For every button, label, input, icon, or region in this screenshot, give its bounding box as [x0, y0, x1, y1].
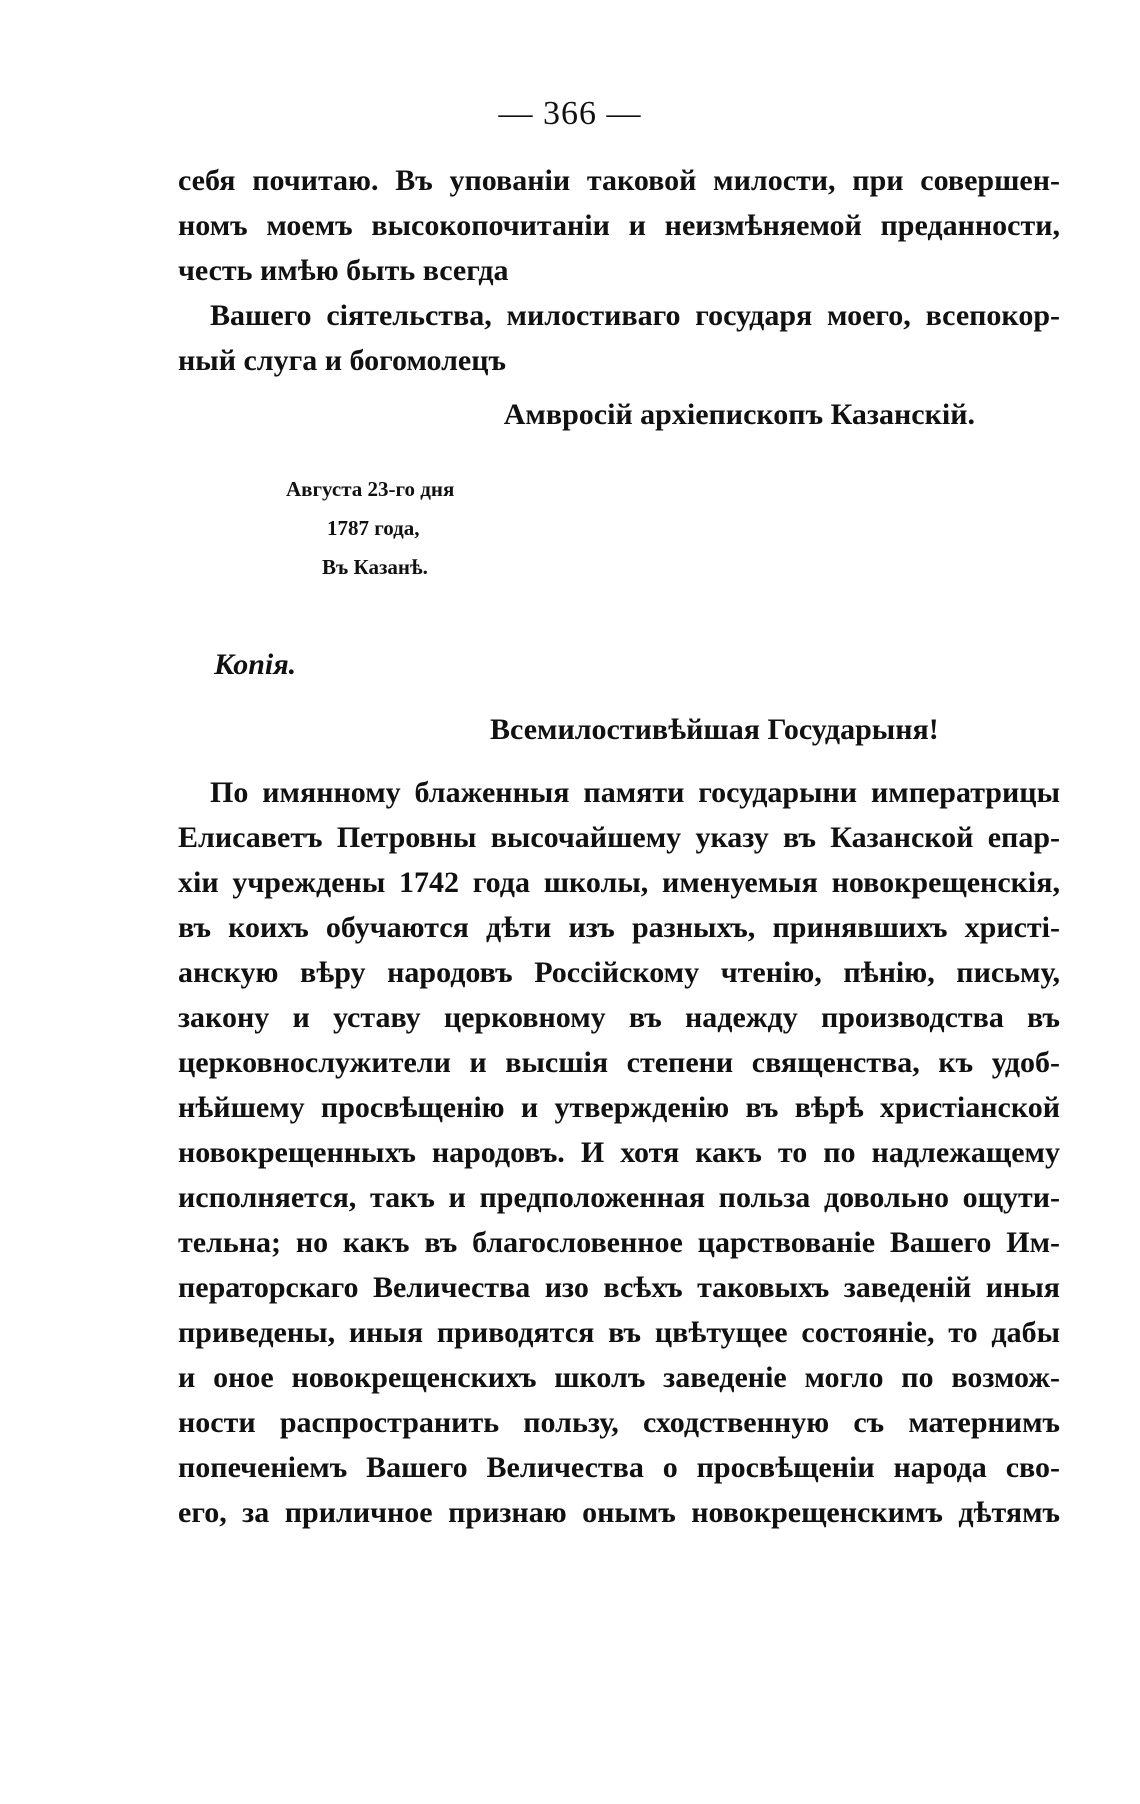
petition-paragraph [178, 770, 1060, 1535]
date-line: Августа 23-го дня [286, 477, 455, 501]
copy-label: Копія. [214, 648, 297, 681]
text-line: приведены, иныя приводятся въ цвѣтущее состояніе, то дабы [178, 1316, 1060, 1349]
text-line: номъ моемъ высокопочитаніи и неизмѣняемой преданности, [178, 209, 1060, 242]
text-line: Вашего сіятельства, милостиваго государя моего, всепокор- [210, 299, 1060, 332]
text-line: попеченіемъ Вашего Величества о просвѣщеніи народа сво- [178, 1451, 1060, 1484]
text-line: анскую вѣру народовъ Россійскому чтенію, пѣнію, письму, [178, 956, 1060, 989]
text-line: въ коихъ обучаются дѣти изъ разныхъ, принявшихъ христі- [178, 911, 1060, 944]
text-line: ный слуга и богомолецъ [178, 344, 507, 377]
text-line: По имянному блаженныя памяти государыни императрицы [210, 776, 1060, 809]
text-line: и оное новокрещенскихъ школъ заведеніе могло по возмож- [178, 1361, 1060, 1394]
letter-closing-paragraph [178, 158, 1060, 383]
text-line: закону и уставу церковному въ надежду производства въ [178, 1001, 1060, 1034]
text-line: ператорскаго Величества изо всѣхъ таковыхъ заведеній иныя [178, 1271, 1060, 1304]
text-line: новокрещенныхъ народовъ. И хотя какъ то по надлежащему [178, 1136, 1060, 1169]
text-line: себя почитаю. Въ упованіи таковой милости, при совершен- [178, 164, 1060, 197]
text-line: ности распространить пользу, сходственную съ матернимъ [178, 1406, 1060, 1439]
text-line: церковнослужители и высшія степени священства, къ удоб- [178, 1046, 1060, 1079]
year-line: 1787 года, [327, 516, 420, 540]
salutation: Всемилостивѣйшая Государыня! [490, 713, 939, 746]
text-line: хіи учреждены 1742 года школы, именуемыя новокрещенскія, [178, 866, 1060, 899]
text-line: исполняется, такъ и предположенная польза довольно ощути- [178, 1181, 1060, 1214]
page-number: — 366 — [498, 95, 642, 132]
text-line: тельна; но какъ въ благословенное царствованіе Вашего Им- [178, 1226, 1060, 1259]
text-line: честь имѣю быть всегда [178, 254, 509, 287]
text-line: Елисаветъ Петровны высочайшему указу въ Казанской епар- [178, 821, 1060, 854]
text-line: нѣйшему просвѣщенію и утвержденію въ вѣрѣ христіанской [178, 1091, 1060, 1124]
date-place-block [286, 470, 454, 587]
text-line: его, за приличное признаю онымъ новокрещенскимъ дѣтямъ [178, 1496, 1060, 1529]
signature: Амвросій архіепископъ Казанскій. [503, 398, 975, 431]
place-line: Въ Казанѣ. [322, 555, 428, 579]
